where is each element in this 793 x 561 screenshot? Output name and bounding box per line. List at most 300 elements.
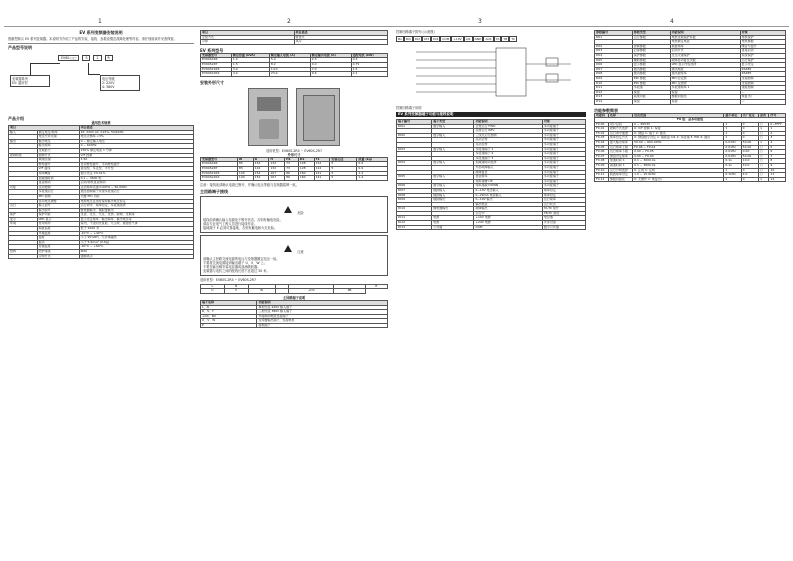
param-cell: 参数初始化: [608, 177, 632, 182]
control-terminal: AO1: [485, 37, 492, 41]
param-cell: F0.04: [595, 141, 609, 146]
spec-cell: 1P, 220V AC ±15%, 50/60Hz: [79, 130, 193, 135]
spec-cell: 直流制动: [37, 181, 79, 186]
dim-cell: 112: [314, 166, 330, 171]
spec-cell: 振动: [37, 240, 79, 245]
io-cell: 多段速端子 2: [474, 152, 542, 157]
spec-cell: 过载能力: [37, 148, 79, 153]
code-part-phase: S: [82, 55, 90, 61]
spec-cell: 输出电压: [37, 139, 79, 144]
io-cell: 故障输出: [474, 207, 542, 212]
param-cell: 0.1kHz: [724, 173, 741, 178]
io-cell: 数字输入: [432, 124, 474, 129]
param-cell: F0.08: [595, 159, 609, 164]
io-cell: 正转运行 FWD: [474, 124, 542, 129]
func-cell: 接地端子: [257, 323, 388, 328]
param-table: [594, 113, 786, 183]
io-cell: DI02: [397, 133, 432, 138]
control-terminal: AI1: [465, 37, 471, 41]
series-cell: 23.0: [269, 72, 310, 77]
spec-subtitle: 通用技术规格: [91, 121, 111, 125]
param-cell: ○: [759, 131, 769, 136]
io-cell: DI04: [397, 161, 432, 166]
spec-cell: 功能: [9, 185, 38, 190]
param-group-cell: 保护参数: [632, 53, 670, 58]
dim-cell: 128: [298, 162, 314, 167]
io-cell: 三线式运行控制: [474, 133, 542, 138]
param-group-cell: D06: [595, 63, 633, 68]
io-cell: 多段速端子 1: [474, 147, 542, 152]
param-cell: F0.06: [595, 150, 609, 155]
dim-cell: EV60S22R2: [201, 176, 238, 181]
param-group-cell: 保留: [670, 99, 740, 104]
param-group-cell: 过程控制: [740, 81, 785, 86]
spec-cell: 输入信号: [37, 204, 79, 209]
param-cell: 1.0 ~ 15.0kHz: [633, 173, 724, 178]
param-cell: 载波频率设定: [608, 173, 632, 178]
terminal-label: PB: [334, 289, 365, 294]
param-cell: ○: [759, 154, 769, 159]
terminal-layout: [200, 284, 388, 294]
param-group-cell: D11: [595, 86, 633, 91]
param-group-cell: 载波频率: [670, 44, 740, 49]
spec-cell: 输入: [9, 130, 38, 135]
param-group-cell: 噪音与温升: [740, 44, 785, 49]
divider: [8, 43, 194, 44]
param-cell: 1: [724, 131, 741, 136]
code-label-voltage: 电压等级: [102, 77, 115, 81]
param-group-cell: D05: [595, 58, 633, 63]
param-cell: 4: [769, 141, 786, 146]
dim-cell: 160: [298, 176, 314, 181]
spec-cell: 内置 PID 功能: [79, 194, 193, 199]
param-cell: 键盘设定频率: [608, 154, 632, 159]
param-group-header: 参数类型: [632, 31, 670, 36]
control-terminal: TC: [511, 37, 516, 41]
spec-header-item: 项目: [9, 126, 80, 131]
spec-cell: 结构: [9, 250, 38, 255]
code-part-series: EV60-□□: [58, 55, 79, 61]
param-cell: F0.11: [595, 173, 609, 178]
series-cell: 1.5: [351, 67, 387, 72]
spec-cell: 低于 1000 米: [79, 227, 193, 232]
func-cell: R、S、T: [201, 310, 257, 315]
param-cell: 3: [769, 136, 786, 141]
param-cell: 6: [769, 150, 786, 155]
dim-title: 外形尺寸: [287, 152, 301, 157]
param-cell: F0.06 ~ F0.04: [633, 145, 724, 150]
section-model-title: 产品型号说明: [8, 45, 32, 50]
spec-cell: V/F 曲线: [37, 167, 79, 172]
spec-cell: IP20: [79, 250, 193, 255]
param-group-cell: RS485: [740, 72, 785, 77]
code-label-series: 变频器系列: [12, 77, 28, 81]
dim-cell: 0.9: [357, 162, 388, 167]
spec-cell: 保护: [9, 213, 38, 218]
spec-cell: 启动/停机直流制动: [79, 181, 193, 186]
param-cell: ○: [759, 145, 769, 150]
io-cell: 模拟输入: [432, 193, 474, 198]
page-number-1: 1: [98, 18, 102, 25]
io-cell: 外部设备: [542, 221, 585, 226]
param-cell: F0.10: [595, 168, 609, 173]
dim-row: [201, 176, 388, 181]
io-cell: 多功能端子: [542, 142, 585, 147]
spec-cell: LED 显示: [37, 217, 79, 222]
param-cell: ○: [759, 136, 769, 141]
param-cell: 运行频率下限: [608, 150, 632, 155]
param-group-cell: 控制参数: [632, 44, 670, 49]
param-cell: 运行频率上限: [608, 145, 632, 150]
param-cell: 用户密码: [608, 122, 632, 127]
dim-cell: 73: [285, 162, 299, 167]
param-group-cell: PID 参数: [632, 76, 670, 81]
spec-cell: 调速范围: [37, 158, 79, 163]
spec-cell: 显示: [9, 217, 38, 222]
control-terminal: DI3: [424, 37, 430, 41]
io-cell: 多功能端子: [542, 124, 585, 129]
io-header: 端子类型: [432, 120, 474, 125]
io-cell: 频率递增 UP: [474, 179, 542, 184]
param-cell: 0.01Hz: [724, 145, 741, 150]
param-cell: 最大输出频率: [608, 141, 632, 146]
param-group-cell: 运行参数: [632, 35, 670, 40]
spec-row: [9, 254, 194, 259]
param-group-cell: 系统保护: [740, 53, 785, 58]
dim-header: 安装孔径: [330, 157, 357, 162]
func-cell: L、N: [201, 305, 257, 310]
param-cell: 0: [741, 136, 758, 141]
dim-cell: 85: [237, 166, 253, 171]
param-cell: 9: [769, 164, 786, 169]
drive-front-view: [248, 88, 288, 146]
param-group-cell: 辅助参数: [632, 58, 670, 63]
param-group-cell: 高级功能: [632, 95, 670, 100]
spec-cell: 输出信号: [37, 208, 79, 213]
io-cell: 多功能端子: [542, 161, 585, 166]
spec-cell: 额定电压/频率: [37, 130, 79, 135]
param-cell: F0.01: [595, 127, 609, 132]
param-group-cell: 通讯参数: [632, 72, 670, 77]
io-cell: DI09: [397, 198, 432, 203]
terminal-label: [275, 289, 289, 294]
param-group-cell: D10: [595, 81, 633, 86]
param-cell: 0.01Hz: [724, 154, 741, 159]
io-cell: 0~10V 电压输入: [474, 188, 542, 193]
io-cell: DI08: [397, 193, 432, 198]
spec-cell: 频率精度: [37, 171, 79, 176]
series-cell: EV60S2R4: [201, 58, 232, 63]
dim-cell: 100: [237, 171, 253, 176]
io-cell: 外部故障输入: [474, 165, 542, 170]
terminal-func-table: [200, 300, 388, 329]
func-cell: E: [201, 323, 257, 328]
spec-cell: PID 控制: [37, 194, 79, 199]
param-cell: 0.1 ~ 3600.0s: [633, 164, 724, 169]
param-group-cell: PID 反馈源: [670, 81, 740, 86]
spec-cell: 电网电压变化时保持输出电压恒定: [79, 199, 193, 204]
param-group-cell: 过程控制: [740, 76, 785, 81]
dim-cell: 128: [298, 166, 314, 171]
param-cell: 0~FFFF: [769, 122, 786, 127]
spec-cell: 自动电压调整: [37, 199, 79, 204]
terminal-label: U: [201, 289, 225, 294]
param-cell: 4.0: [741, 173, 758, 178]
io-cell: DI06: [397, 184, 432, 189]
io-cell: 加减速时间选择: [474, 161, 542, 166]
io-cell: 电源: [432, 221, 474, 226]
param-cell: 0.00 ~ F0.04: [633, 154, 724, 159]
series-cell: 2.2: [351, 72, 387, 77]
io-cell: 数字公共端: [542, 225, 585, 230]
param-group-cell: D01: [595, 35, 633, 40]
series-cell: 1.5: [231, 62, 269, 67]
spec-cell: 输出: [9, 139, 38, 144]
doc-title: EV 系列变频器安装说明: [79, 30, 123, 35]
param-group-cell: D09: [595, 76, 633, 81]
caution-line: 变频器与电机之间的配线长度不宜超过 50 米。: [203, 268, 270, 273]
param-cell: 50.00: [741, 145, 758, 150]
dim-cell: 86: [285, 171, 299, 176]
dim-cell: 86: [285, 176, 299, 181]
dim-header: W: [237, 157, 253, 162]
io-header: 端子编号: [397, 120, 432, 125]
dim-cell: 112: [314, 162, 330, 167]
param-cell: F0.00: [595, 122, 609, 127]
terminal-label: +DC: [289, 289, 334, 294]
spec-cell: 多段速运行: [37, 190, 79, 195]
param-cell: 0: [741, 131, 758, 136]
io-cell: DI01: [397, 124, 432, 129]
spec-cell: 通过控制端子实现多段速运行: [79, 190, 193, 195]
spec-cell: 环境温度: [37, 231, 79, 236]
column-3: [396, 30, 586, 558]
io-cell: DI11: [397, 216, 432, 221]
dim-header: D1: [298, 157, 314, 162]
control-terminal: DI2: [414, 37, 421, 41]
spec-cell: 直线型、多点型、平方型: [79, 167, 193, 172]
column-2: [200, 30, 388, 558]
code-part-power: R: [105, 55, 113, 61]
spec-title: 产品介绍: [8, 116, 24, 121]
param-cell: ○: [759, 173, 769, 178]
danger-title: 危险: [297, 210, 304, 215]
param-cell: ×: [759, 177, 769, 182]
param-cell: 10.0: [741, 159, 758, 164]
control-terminal: DI1: [405, 37, 411, 41]
spec-cell: 数字设定 ±0.01%: [79, 171, 193, 176]
series-cell: 1.0: [231, 58, 269, 63]
series-cell: 9.6: [310, 72, 351, 77]
param-group-cell: 显示设定: [740, 63, 785, 68]
page-number-4: 4: [670, 18, 674, 25]
outline-figure: [200, 88, 388, 146]
ctrl-note: 控制回路端子说明: [396, 106, 422, 110]
model-info-header-item: 项目: [201, 31, 295, 36]
io-cell: 点动反转: [474, 142, 542, 147]
param-group-cell: D07: [595, 67, 633, 72]
series-header: 变频器型号: [201, 53, 232, 58]
param-group-cell: 运行保护: [740, 58, 785, 63]
param-group-cell: 电机额定电流: [670, 40, 740, 45]
param-cell: 0: 无操作 1: 恢复出厂: [633, 177, 724, 182]
spec-cell: 0 ~ 额定输入电压: [79, 139, 193, 144]
io-table: [396, 119, 586, 230]
io-cell: +10V 电源: [474, 216, 542, 221]
param-cell: 10: [769, 168, 786, 173]
io-cell: TA-TC 常开: [542, 207, 585, 212]
param-group-cell: 电机过载保护系数: [670, 35, 740, 40]
io-cell: 多功能端子: [542, 179, 585, 184]
func-title: 主回路端子说明: [282, 295, 306, 300]
param-cell: 0: V/F 控制 1: 保留: [633, 127, 724, 132]
page-number-2: 2: [287, 18, 291, 25]
dim-cell: EV60S21R5: [201, 171, 238, 176]
io-cell: 多功能端子: [542, 175, 585, 180]
param-cell: ○: [759, 150, 769, 155]
dim-cell: 0.9: [357, 166, 388, 171]
spec-cell: 使用场所: [37, 222, 79, 227]
dim-cell: 132: [269, 162, 285, 167]
danger-line: 请由专业电气工程人员进行接线作业。: [203, 221, 258, 226]
param-group-cell: PID 给定源: [670, 76, 740, 81]
spec-table: [8, 125, 194, 259]
code-label-type: EV: 通用型: [12, 81, 28, 85]
outline-title: 安装外形尺寸: [200, 79, 224, 85]
param-group-cell: 多段速: [632, 86, 670, 91]
terminal-label: L: [201, 284, 225, 289]
func-row: [201, 323, 388, 328]
param-cell: F0.07: [595, 154, 609, 159]
io-cell: COM: [474, 225, 542, 230]
param-group-title: F0 组：基本功能组: [595, 118, 786, 123]
param-group-cell: 过压失速保护: [670, 53, 740, 58]
spec-cell: 防护等级: [37, 250, 79, 255]
io-cell: 频率递减 DOWN: [474, 184, 542, 189]
code-part-voltage: 2: [93, 55, 101, 61]
series-cell: 8.2: [269, 62, 310, 67]
param-group-cell: 通讯波特率: [670, 72, 740, 77]
param-cell: ○: [759, 122, 769, 127]
param-header: 名称: [608, 113, 632, 118]
spec-cell: 保护功能: [37, 213, 79, 218]
spec-cell: 输出频率: [37, 144, 79, 149]
io-cell: 多功能端子: [542, 184, 585, 189]
func-header-name: 端子名称: [201, 300, 257, 305]
param-title: 功能参数简表: [594, 107, 618, 113]
dim-cell: 5: [330, 176, 357, 181]
param-cell: 1: [724, 136, 741, 141]
io-cell: TB-TC 常闭: [542, 211, 585, 216]
io-cell: DI05: [397, 175, 432, 180]
io-cell: 多功能端子: [542, 147, 585, 152]
param-cell: 控制方式选择: [608, 127, 632, 132]
param-cell: 减速时间 1: [608, 164, 632, 169]
io-cell: 电源: [432, 216, 474, 221]
dim-header: 变频器型号: [201, 157, 238, 162]
warning-icon: [284, 206, 292, 213]
param-cell: 50.00 ~ 600.00Hz: [633, 141, 724, 146]
code-label-380: 4: 380V: [102, 85, 115, 89]
dim-cell: 5: [330, 166, 357, 171]
func-cell: +DC、B2: [201, 314, 257, 319]
series-row: [201, 72, 388, 77]
wiring-title: 主回路端子接线: [200, 188, 228, 194]
dim-cell: 152: [253, 171, 269, 176]
model-code-diagram: [8, 53, 194, 113]
io-cell: DI10: [397, 207, 432, 212]
spec-cell: 强制风冷: [79, 254, 193, 259]
param-cell: 0: 键盘数字设定 1: 模拟量 AI1 2: 多段速 3: PID 4: 通讯: [633, 136, 724, 141]
spec-cell: 150% 额定电流 1 分钟: [79, 148, 193, 153]
dim-header: H: [269, 157, 285, 162]
io-cell: 故障复位: [474, 170, 542, 175]
param-cell: 0.01Hz: [724, 150, 741, 155]
param-group-cell: 电机保护: [740, 35, 785, 40]
param-cell: 1: [724, 177, 741, 182]
dim-cell: 141: [314, 176, 330, 181]
dim-cell: 141: [314, 171, 330, 176]
param-cell: 5: [769, 145, 786, 150]
func-cell: 单相交流 220V 输入端子: [257, 305, 388, 310]
spec-cell: 控制特性: [9, 153, 38, 158]
dim-cell: 167: [269, 171, 285, 176]
param-group-cell: 电机参数: [740, 40, 785, 45]
control-terminal: GND: [474, 37, 482, 41]
io-cell: 数字输入: [432, 161, 474, 166]
dim-cell: 160: [298, 171, 314, 176]
dim-header: H1: [285, 157, 299, 162]
series-cell: 4.0: [231, 72, 269, 77]
param-cell: ○: [759, 164, 769, 169]
param-group-cell: 直接启动: [740, 49, 785, 54]
spec-cell: 小于 5.9m/s² (0.6g): [79, 240, 193, 245]
io-cell: 0~20mA 电流输入: [474, 193, 542, 198]
io-cell: 频率给定: [542, 193, 585, 198]
io-cell: 自由停车: [474, 175, 542, 180]
dim-cell: 85: [237, 162, 253, 167]
param-group-cell: 保留: [632, 99, 670, 104]
drive-side-view: [296, 88, 340, 146]
param-cell: 0.00: [741, 150, 758, 155]
param-cell: ○: [759, 168, 769, 173]
io-cell: 多功能端子: [542, 129, 585, 134]
spec-cell: 环境: [9, 222, 38, 227]
series-header: 适配电机 (kW): [351, 53, 387, 58]
param-group-cell: 通讯地址: [670, 67, 740, 72]
io-cell: 多段速端子 3: [474, 156, 542, 161]
code-label-220: 2: 220V: [102, 81, 115, 85]
param-group-cell: 保留: [632, 90, 670, 95]
param-cell: 0: [741, 122, 758, 127]
param-cell: 0: 键盘 1: 端子 2: 通讯: [633, 131, 724, 136]
spec-cell: 过流、过压、欠压、过热、缺相、过载等: [79, 213, 193, 218]
spec-cell: 0.1 ~ 3600 秒: [79, 176, 193, 181]
param-cell: 0: [741, 177, 758, 182]
danger-line: 接线前请确认输入电源处于断开状态，否则有触电危险。: [203, 217, 283, 222]
io-cell: 多功能端子: [542, 152, 585, 157]
wiring-note: 注意：接线前请确认电源已断开，并确认电压等级与变频器铭牌一致。: [200, 182, 299, 187]
dim-cell: 142: [253, 162, 269, 167]
spec-cell: 转矩提升: [37, 162, 79, 167]
series-cell: 4.0: [310, 62, 351, 67]
dim-header: D: [253, 157, 269, 162]
control-terminal-strip: [396, 36, 586, 42]
param-cell: F0.02: [595, 131, 609, 136]
param-group-cell: 参数初始化: [670, 95, 740, 100]
dim-cell: 1.4: [357, 176, 388, 181]
param-header: 出厂设定: [741, 113, 758, 118]
